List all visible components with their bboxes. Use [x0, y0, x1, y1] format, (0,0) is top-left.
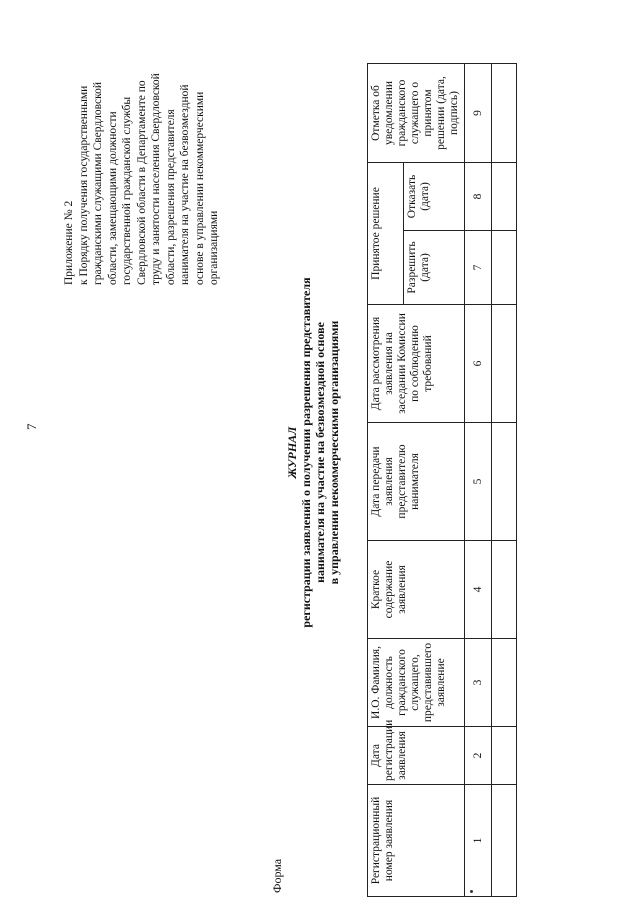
header-summary: Краткое содержание заявления [368, 541, 465, 639]
column-number: 9 [465, 64, 492, 163]
table-empty-row [492, 64, 517, 897]
registration-journal-table [367, 63, 517, 897]
appendix-line: труду и занятости населения Свердловской [150, 73, 162, 285]
appendix-line: гражданскими служащими Свердловской [92, 81, 104, 285]
column-number: 6 [465, 305, 492, 423]
appendix-line: организациями [208, 210, 220, 285]
form-label: Форма [270, 858, 284, 893]
header-notification-mark: Отметка об уведомлении гражданского служащего о принятом решении (дата, подпись) [368, 64, 465, 163]
header-registration-date: Дата регистрации заявления [368, 727, 465, 785]
appendix-line: Приложение № 2 [63, 200, 75, 285]
table-header-row [368, 64, 404, 897]
journal-title: ЖУРНАЛ [285, 426, 299, 479]
column-number: 8 [465, 163, 492, 231]
header-employee-name: И.О. Фамилия, должность гражданского служащего, представившего заявление [368, 639, 465, 727]
column-number: 3 [465, 639, 492, 727]
header-decision: Принятое решение [368, 163, 404, 305]
appendix-line: Свердловской области в Департаменте по [135, 80, 148, 285]
title-line: в управлении некоммерческими организациями [327, 320, 341, 585]
empty-cell [492, 727, 517, 785]
empty-cell [492, 231, 517, 305]
document-title [285, 0, 341, 905]
appendix-line: к Порядку получения государственными [77, 85, 90, 285]
appendix-line: области, замещающими должности [106, 111, 119, 285]
column-number: 5 [465, 423, 492, 541]
title-line: регистрации заявлений о получении разрешения представителя [299, 277, 313, 628]
header-refuse: Отказать (дата) [403, 163, 464, 231]
empty-cell [492, 423, 517, 541]
title-line: нанимателя на участие на безвозмездной основе [313, 322, 327, 583]
empty-cell [492, 163, 517, 231]
column-number: 4 [465, 541, 492, 639]
header-registration-number: Регистрационный номер заявления [368, 785, 465, 897]
scan-speck [470, 890, 473, 893]
empty-cell [492, 64, 517, 163]
column-number: 2 [465, 727, 492, 785]
appendix-line: государственной гражданской службы [121, 96, 133, 285]
header-allow: Разрешить (дата) [403, 231, 464, 305]
empty-cell [492, 639, 517, 727]
appendix-line: области, разрешения представителя [164, 109, 177, 285]
empty-cell [492, 541, 517, 639]
column-number: 1 [465, 785, 492, 897]
header-transfer-date: Дата передачи заявления представителю нанимателя [368, 423, 465, 541]
empty-cell [492, 305, 517, 423]
appendix-note [62, 55, 222, 285]
header-review-date: Дата рассмотрения заявления на заседании Комиссии по соблюдению требований [368, 305, 465, 423]
empty-cell [492, 785, 517, 897]
column-number: 7 [465, 231, 492, 305]
appendix-line: нанимателя на участие на безвозмездной [179, 84, 191, 285]
appendix-line: основе в управлении некоммерческими [193, 91, 206, 285]
table-column-number-row [465, 64, 492, 897]
page-number: 7 [24, 423, 39, 430]
